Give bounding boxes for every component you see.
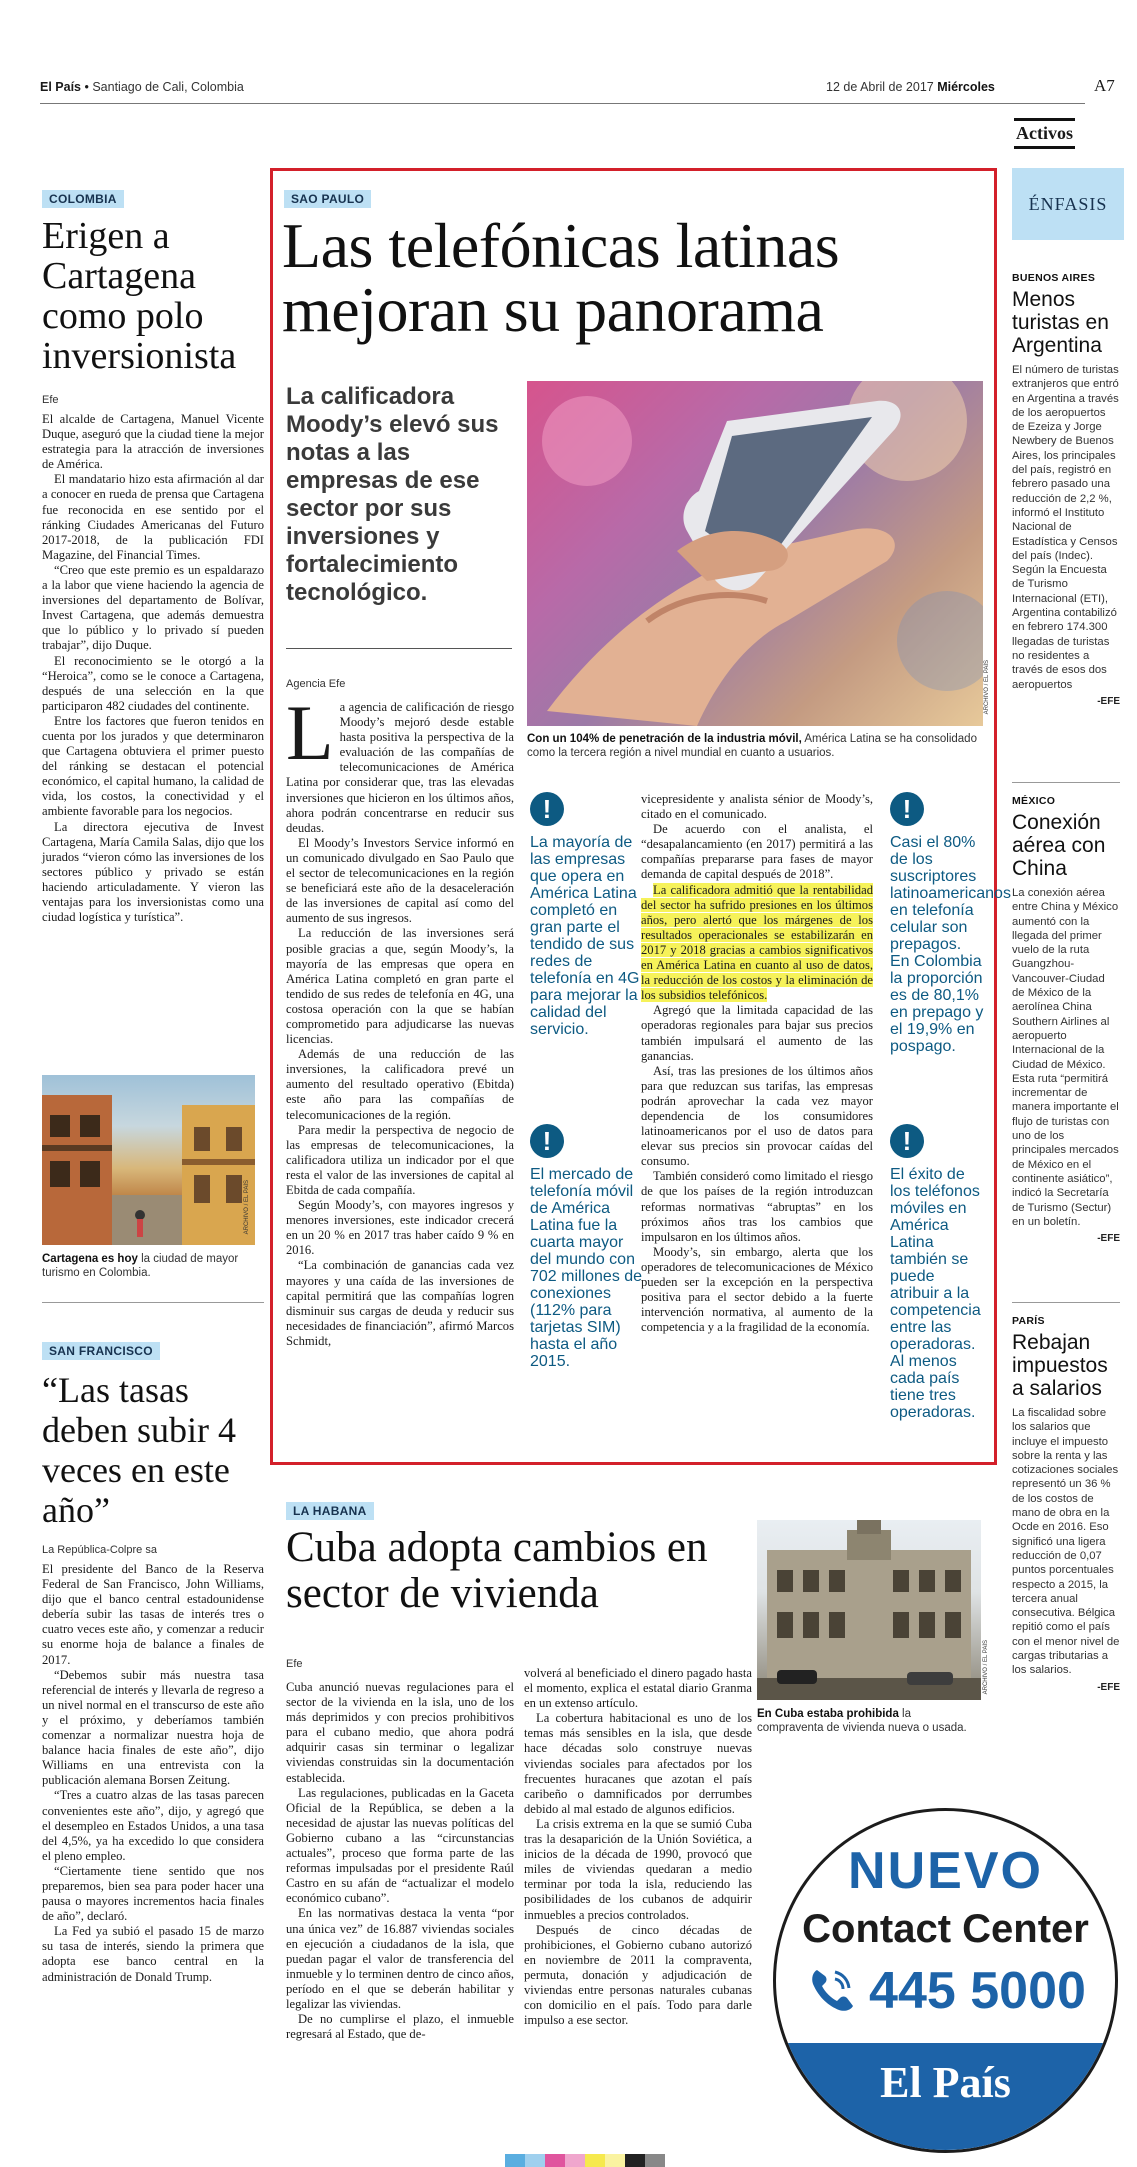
page-number: A7 — [1094, 76, 1115, 95]
fact-box-3 — [890, 792, 1011, 1055]
cartagena-caption-bold: Cartagena es hoy — [42, 1253, 138, 1265]
exclamation-icon: ! — [890, 1124, 924, 1158]
cuba-photo-art — [757, 1520, 981, 1700]
fact-text-1: La mayoría de las empresas que opera en América Latina completó en gran parte el tendido de sus redes de telefonía en 4G para mejorar la calidad del servicio. — [530, 834, 640, 1038]
main-col1-p1: El Moody’s Investors Service informó en un comunicado divulgado en Sao Paulo que el sector de telecomunicaciones en la región se beneficiará este año de la desaceleración de las inversiones de capital así como del aumento de sus ingresos. — [286, 835, 514, 926]
header-separator: • — [84, 80, 93, 94]
cuba-byline: Efe — [286, 1658, 303, 1670]
main-col2-highlight: La calificadora admitió que la rentabilidad del sector ha sufrido presiones en los últimos años, pero alertó que los márgenes de los resultados operacionales se estabilizarán en 2017 y 2018 gracias a cambios significativos en América Latina en cuanto al uso de datos, la reducción de los costos y la eliminación de los subsidios telefónicos. — [641, 882, 873, 1003]
cuba-col1 — [286, 1680, 514, 2042]
cuba-col1-p2: Las regulaciones, publicadas en la Gaceta Oficial de la República, se deben a la necesidad de ajustar las nuevas políticas del Gobierno cubano a las “circunstancias actuales”, proceso que forma parte de las reformas impulsadas por el presidente Raúl Castro en su afán de “actualizar el modelo económico cubano”. — [286, 1785, 514, 1906]
cartagena-p5: Entre los factores que fueron tenidos en cuenta por los jurados y que determinaron que Cartagena obtuviera el primer puesto del ránking se destacan el potencial económico, el capital humano, la calidad de vida, los costos, la conectividad y el ambiente favorable para los negocios. — [42, 713, 264, 819]
main-tag: SAO PAULO — [284, 190, 371, 208]
cuba-col2-p3: La crisis extrema en la que se sumió Cuba tras la desaparición de la Unión Soviética, a inicios de la década de 1990, provocó que miles de viviendas quedaran a medio terminar por toda la isla, reduciendo las posibilidades de los cubanos de adquirir inmuebles a precios controlados. — [524, 1816, 752, 1922]
sanfrancisco-p1: El presidente del Banco de la Reserva Federal de San Francisco, John Williams, dijo que el banco central estadounidense debería subir las tasas de interés tres o cuatro veces este año, y comenzar a reducir su enorme hoja de balance a finales de 2017. — [42, 1562, 264, 1667]
enfasis-item-3 — [1012, 1315, 1120, 1693]
cartagena-photo-art — [42, 1075, 255, 1245]
main-col1-p4: Para medir la perspectiva de negocio de las empresas de telecomunicaciones, la calificadora utiliza un indicador por el que resta el valor de las inversiones de capital al Ebitda de cada compañía. — [286, 1122, 514, 1197]
enfasis-rule-2 — [1012, 1302, 1120, 1303]
cartagena-body — [42, 412, 264, 925]
main-photo — [527, 381, 983, 726]
ad-line1: NUEVO — [848, 1842, 1043, 1900]
exclamation-icon: ! — [890, 792, 924, 826]
main-col2-p4: Así, tras las presiones de los últimos años para que reduzcan sus tarifas, las empresas podrán aprovechar la cada vez mayor dependencia de los consumidores latinoamericanos por el uso de datos para elevar sus precios sin provocar caídas del consumo. — [641, 1063, 873, 1169]
fact-box-1 — [530, 792, 648, 1038]
main-col1-p3: Además de una reducción de las inversiones, la calificadora prevé un aumento del resultado operativo (Ebitda) este año para las compañías de telecomunicaciones de la región. — [286, 1047, 514, 1122]
section-label: Activos — [1014, 118, 1075, 149]
main-col1-p5: Según Moody’s, con mayores ingresos y menores inversiones, este indicador crecerá en un 20 % en 2017 tras haber caído 9 % en 2016. — [286, 1198, 514, 1258]
sanfrancisco-byline: La República-Colpre sa — [42, 1544, 157, 1556]
main-headline: Las telefónicas latinas mejoran su panorama — [282, 210, 840, 345]
cartagena-tag: COLOMBIA — [42, 190, 124, 208]
ad-phone: 445 5000 — [869, 1962, 1086, 2020]
cuba-caption-bold: En Cuba estaba prohibida — [757, 1708, 899, 1720]
fact-text-3: Casi el 80% de los suscriptores latinoamericanos en telefonía celular son prepagos. En Colombia la proporción es de 80,1% en prepago y el 19,9% en pospago. — [890, 834, 1011, 1055]
main-col1 — [286, 689, 514, 1349]
cartagena-caption-text: la ciudad de mayor turismo en Colombia. — [42, 1253, 239, 1279]
main-photo-art — [527, 381, 983, 726]
enfasis-source-3: -EFE — [1097, 1681, 1120, 1693]
main-caption — [527, 732, 982, 760]
cuba-col2-p1: volverá al beneficiado el dinero pagado hasta el momento, explica el estatal diario Granma en un extenso artículo. — [524, 1666, 752, 1711]
cartagena-caption — [42, 1252, 260, 1280]
ad-brand: El País — [880, 2058, 1011, 2107]
cuba-tag-wrap — [286, 1502, 374, 1520]
enfasis-kicker-2: MÉXICO — [1012, 795, 1056, 807]
cartagena-p6: La directora ejecutiva de Invest Cartagena, María Camila Salas, dijo que los jurados “vieron cómo las inversiones de los sectores público y privado se están haciendo articuladamente. Y vieron las ventajas para los inversionistas como una ciudad logística y turística”. — [42, 819, 264, 925]
enfasis-kicker-3: PARÍS — [1012, 1315, 1045, 1327]
print-color-bar — [505, 2154, 665, 2167]
cartagena-p2: El mandatario hizo esta afirmación al dar a conocer en rueda de prensa que Cartagena fue reconocida en ese sentido por el ránking Ciudades Americanas del Futuro 2017-2018, de la publicación FDI Magazine, del Financial Times. — [42, 472, 264, 562]
cuba-photo — [757, 1520, 981, 1700]
main-tag-wrap — [284, 190, 371, 208]
cuba-col1-p3: En las normativas destaca la venta “por una única vez” de 16.887 viviendas sociales en ejecución a ciudadanos de la isla, que puedan pagar el valor de transferencia del inmueble y lo terminen dentro de cinco años, período en el que se deberán habilitar y legalizar las viviendas. — [286, 1906, 514, 2011]
enfasis-headline-1: Menos turistas en Argentina — [1012, 288, 1109, 357]
enfasis-rule-1 — [1012, 782, 1120, 783]
enfasis-item-2 — [1012, 795, 1120, 1244]
enfasis-sidebar — [1012, 168, 1124, 240]
main-byline: Agencia Efe — [286, 678, 346, 690]
enfasis-headline-2: Conexión aérea con China — [1012, 811, 1106, 880]
paper-name: El País — [40, 80, 81, 94]
phone-icon — [805, 1962, 859, 2021]
enfasis-text-2: La conexión aérea entre China y México aumentó con la llegada del primer vuelo de la ruta Guangzhou-Vancouver-Ciudad de México de la aerolínea China Southern Airlines al aeropuerto Internacional de la Ciudad de México. Esta ruta “permitirá incrementar de manera importante el flujo de turistas con uno de los principales mercados de México en el continente asiático”, indicó la Secretaría de Turismo (Sectur) en un boletín. — [1012, 887, 1119, 1228]
main-dropcap: L — [286, 689, 334, 776]
main-photo-credit: ARCHIVO / EL PAÍS — [984, 660, 990, 715]
enfasis-source-1: -EFE — [1097, 695, 1120, 707]
enfasis-source-2: -EFE — [1097, 1233, 1120, 1245]
cuba-col2-p4: Después de cinco décadas de prohibiciones, el Gobierno cubano autorizó en noviembre de 2011 la compraventa, permuta, donación y adjudicación de viviendas entre personas naturales cubanas con domicilio en el país. Todo para darle impulso a ese sector. — [524, 1922, 752, 2028]
sanfrancisco-p3: “Tres a cuatro alzas de las tasas parecen convenientes este año”, dijo, y agregó que el desempleo en Estados Unidos, a una tasa del 4,5%, ya ha excedido lo que considera el pleno empleo. — [42, 1788, 264, 1863]
cuba-caption — [757, 1707, 979, 1735]
cartagena-p3: “Creo que este premio es un espaldarazo a la labor que viene haciendo la agencia de inversiones del departamento de Bolívar, Invest Cartagena, que además demuestra que lo público y lo privado sí pueden trabajar”, dijo Duque. — [42, 562, 264, 653]
enfasis-text-3: La fiscalidad sobre los salarios que incluye el impuesto sobre la renta y las cotizaciones sociales representó un 36 % de los costos de mano de obra en la Ocde en 2016. Eso significó una ligera reducción de 0,07 puntos porcentuales respecto a 2015, la tercera anual consecutiva. Bélgica repitió como el país con el menor nivel de cargas tributarias a los salarios. — [1012, 1407, 1120, 1677]
cuba-col2-p2: La cobertura habitacional es uno de los temas más sensibles en la isla, que desde hace décadas solo construye nuevas viviendas sociales para afectados por los frecuentes huracanes que azotan el país caribeño o damnificados por derrumbes debido al mal estado de algunos edificios. — [524, 1711, 752, 1816]
left-divider — [42, 1302, 264, 1303]
fact-box-2 — [530, 1124, 648, 1370]
sanfrancisco-p2: “Debemos subir más nuestra tasa referencial de interés y llevarla de regreso a un nivel normal en el transcurso de este año y el próximo, y deberíamos también comenzar a normalizar nuestra hoja de balance hacia finales de este año”, dijo Williams en una entrevista con la publicación alemana Borsen Zeitung. — [42, 1667, 264, 1788]
ad-phone-row — [776, 1961, 1115, 2021]
ad-brand-band — [776, 2043, 1115, 2153]
main-caption-text: América Latina se ha consolidado como la tercera región a nivel mundial en cuanto a usuarios. — [527, 733, 977, 759]
main-col2-highlight-par — [641, 883, 873, 1004]
cuba-caption-text: la compraventa de vivienda nueva o usada. — [757, 1708, 967, 1734]
cuba-col2 — [524, 1666, 752, 2028]
main-col2-p6: Moody’s, sin embargo, alerta que los operadores de telecomunicaciones de México pueden ser la excepción en la perspectiva positiva para el sector debido a la fuerte intervención normativa, al aumento de la competencia y a la fragilidad de la economía. — [641, 1244, 873, 1335]
sanfrancisco-p4: “Ciertamente tiene sentido que nos preparemos, bien sea para poder hacer una pausa o mayores incrementos hacia finales de año”, declaró. — [42, 1863, 264, 1924]
cartagena-byline: Efe — [42, 394, 59, 406]
cartagena-headline: Erigen a Cartagena como polo inversionista — [42, 215, 237, 377]
enfasis-headline-3: Rebajan impuestos a salarios — [1012, 1331, 1108, 1400]
contact-center-ad — [773, 1808, 1118, 2153]
cartagena-photo — [42, 1075, 255, 1245]
sanfrancisco-article — [42, 1342, 264, 1985]
cuba-photo-credit: ARCHIVO / EL PAÍS — [983, 1640, 989, 1695]
fact-text-2: El mercado de telefonía móvil de América Latina fue la cuarta mayor del mundo con 702 millones de conexiones (112% para tarjetas SIM) hasta el año 2015. — [530, 1166, 643, 1370]
main-lead: a agencia de calificación de riesgo Moody’s mejoró desde estable hasta positiva la perspectiva de la evaluación de las compañías de telecomunicaciones de América Latina por considerar que, tras las elevadas inversiones que hicieron en los últimos años, ahora podrán concentrarse en reducir sus deudas. — [286, 700, 514, 835]
enfasis-title: ÉNFASIS — [1028, 193, 1108, 214]
cuba-col1-p4: De no cumplirse el plazo, el inmueble regresará al Estado, que de- — [286, 2012, 514, 2042]
deck-rule — [286, 648, 512, 649]
sanfrancisco-tag: SAN FRANCISCO — [42, 1342, 160, 1360]
cartagena-p1: El alcalde de Cartagena, Manuel Vicente Duque, aseguró que la ciudad tiene la mejor estrategia para la atracción de inversiones de América. — [42, 412, 264, 472]
main-col1-p6: “La combinación de ganancias cada vez mayores y una caída de las inversiones de capital permitirá que las compañías logren disminuir sus cargas de deuda y reducir sus necesidades de financiación”, afirmó Marcos Schmidt, — [286, 1258, 514, 1348]
ad-line2: Contact Center — [802, 1907, 1089, 1951]
sanfrancisco-p5: La Fed ya subió el pasado 15 de marzo su tasa de interés, siendo la primera que adopta ese banco central en la administración de Donald Trump. — [42, 1924, 264, 1984]
main-col2-p1: De acuerdo con el analista, el “desapalancamiento (en 2017) permitirá a las compañías prepararse para fases de mayor demanda de capital después de 2018”. — [641, 822, 873, 882]
enfasis-header — [1012, 168, 1124, 240]
main-col2-p3: Agregó que la limitada capacidad de las operadoras regionales para bajar sus precios también impulsará el aumento de las ganancias. — [641, 1003, 873, 1063]
main-deck: La calificadora Moody’s elevó sus notas a las empresas de ese sector por sus inversiones y fortalecimiento tecnológico. — [286, 383, 499, 606]
cartagena-photo-credit: ARCHIVO / EL PAÍS — [244, 1180, 250, 1235]
sanfrancisco-body — [42, 1562, 264, 1985]
fact-box-4 — [890, 1124, 984, 1421]
cartagena-article — [42, 190, 264, 925]
enfasis-text-1: El número de turistas extranjeros que entró en Argentina a través de los aeropuertos de Ezeiza y Jorge Newbery de Buenos Aires, los principales del país, registró en febrero pasado una reducción de 2,2 %, informó el Instituto Nacional de Estadística y Censos del país (Indec). Según la Encuesta de Turismo Internacional (ETI), Argentina contabilizó en febrero 174.300 llegadas de turistas no residentes a través de esos dos aeropuertos — [1012, 364, 1119, 691]
cuba-col1-p1: Cuba anunció nuevas regulaciones para el sector de la vivienda en la isla, uno de los más deprimidos y con precios prohibitivos para el cubano medio, que ahora podrá adquirir casas sin terminar o legalizar viviendas construidas sin la documentación establecida. — [286, 1680, 514, 1785]
main-caption-bold: Con un 104% de penetración de la industria móvil, — [527, 733, 802, 745]
exclamation-icon: ! — [530, 1124, 564, 1158]
main-col2-p5: También consideró como limitado el riesgo de que los países de la región introduzcan reformas normativas “abruptas” en los próximos años tras los cambios que impulsaron en los últimos años. — [641, 1169, 873, 1244]
header-location: Santiago de Cali, Colombia — [92, 80, 244, 94]
header-date — [826, 80, 995, 94]
main-col2-start: vicepresidente y analista sénior de Moody’s, citado en el comunicado. — [641, 792, 873, 822]
cuba-headline: Cuba adopta cambios en sector de vivienda — [286, 1524, 708, 1617]
cartagena-p4: El reconocimiento se le otorgó a la “Heroica”, como se le conoce a Cartagena, después de una selección en la que participaron 482 ciudades del continente. — [42, 653, 264, 713]
exclamation-icon: ! — [530, 792, 564, 826]
enfasis-item-1 — [1012, 272, 1120, 707]
date-text: 12 de Abril de 2017 — [826, 80, 934, 94]
sanfrancisco-headline: “Las tasas deben subir 4 veces en este año” — [42, 1370, 236, 1530]
main-col2 — [641, 792, 873, 1335]
weekday: Miércoles — [937, 80, 995, 94]
fact-text-4: El éxito de los teléfonos móviles en América Latina también se puede atribuir a la competencia entre las operadoras. Al menos cada país tiene tres operadoras. — [890, 1166, 981, 1421]
main-col1-p2: La reducción de las inversiones será posible gracias a que, según Moody’s, la mayoría de las empresas que opera en América Latina completó en gran parte el tendido de sus redes de telefonía en 4G, una costosa operación con la que se habían comprometido para adjudicarse las nuevas licencias. — [286, 926, 514, 1047]
enfasis-kicker-1: BUENOS AIRES — [1012, 272, 1096, 284]
cuba-tag: LA HABANA — [286, 1502, 374, 1520]
header-rule — [40, 103, 1085, 104]
